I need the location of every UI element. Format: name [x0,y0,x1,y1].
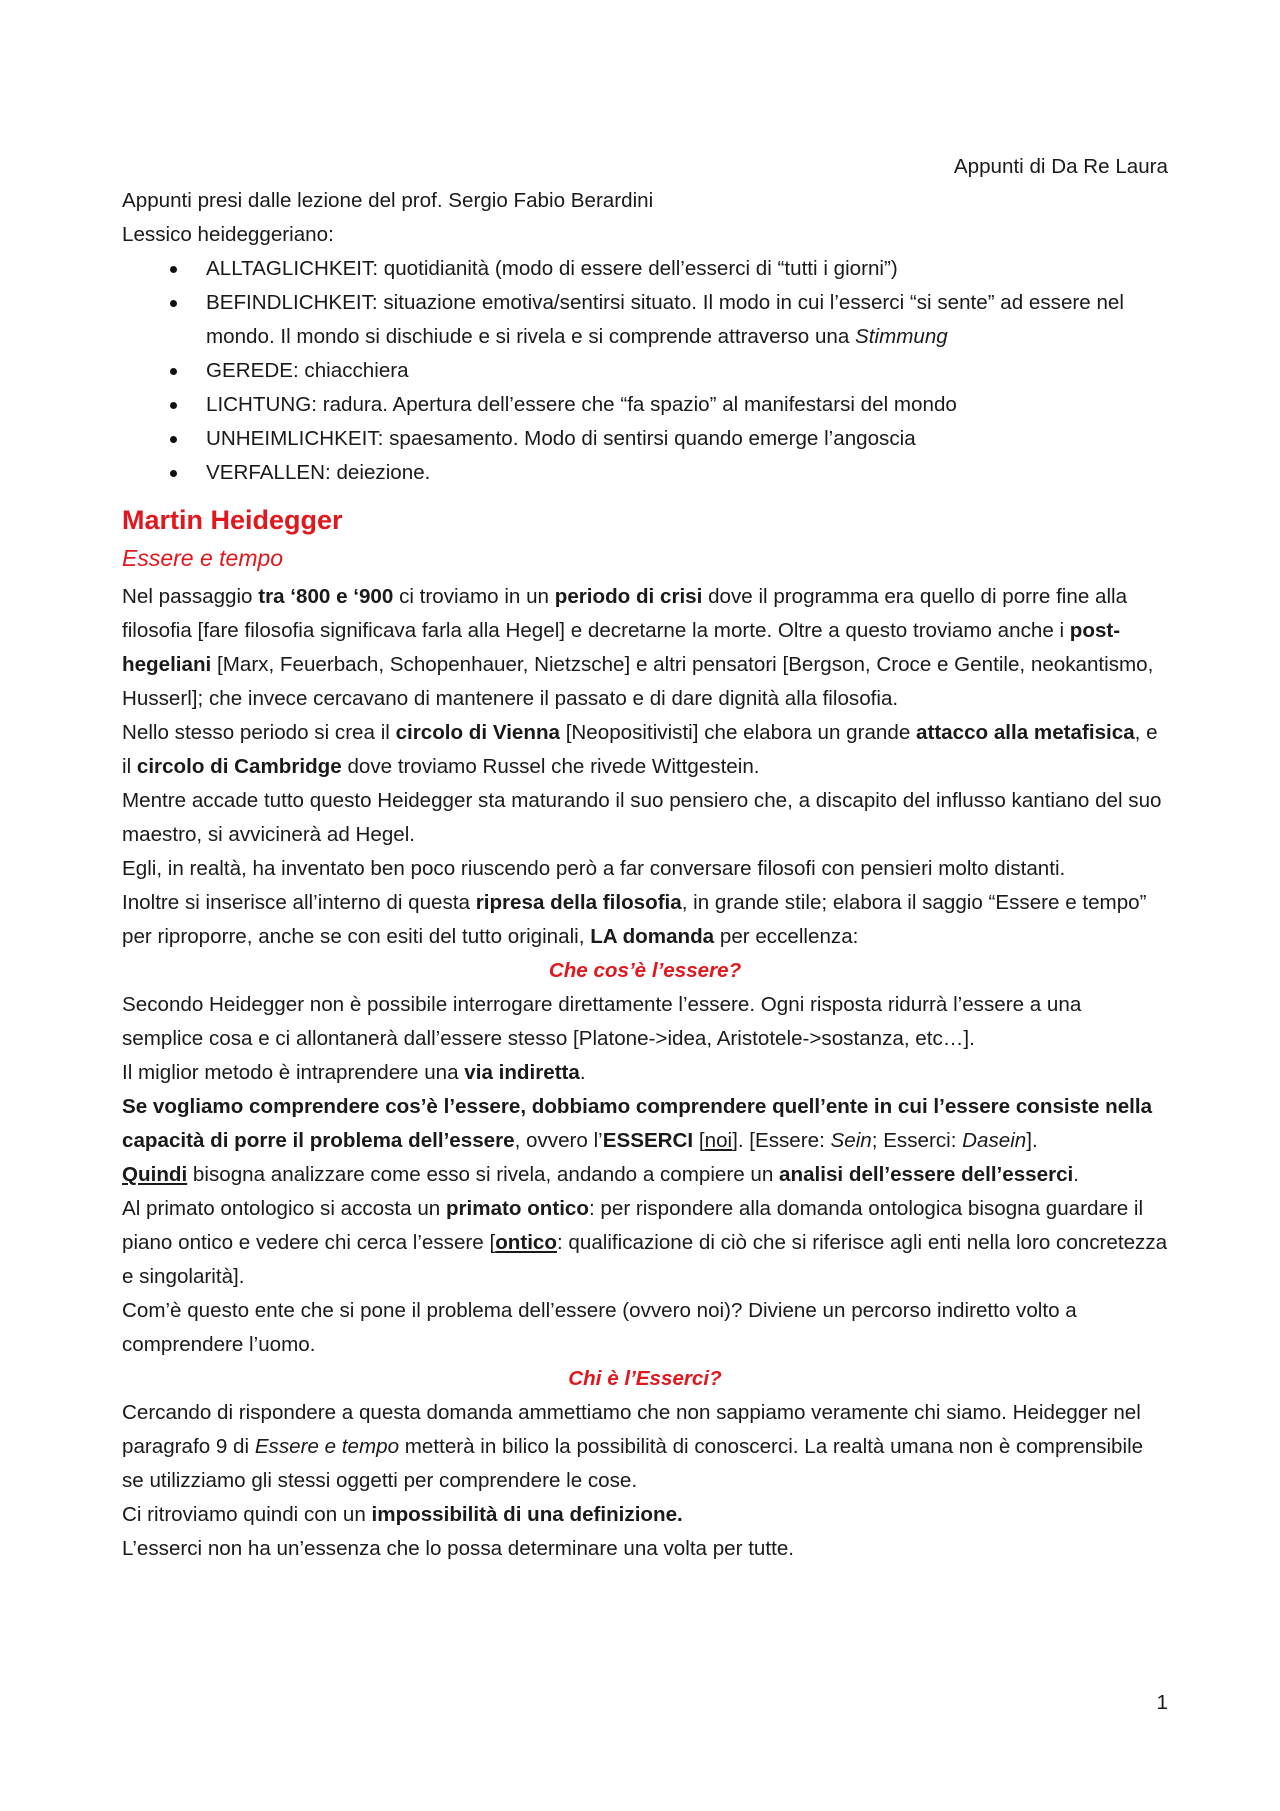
paragraph-crisis: Nel passaggio tra ‘800 e ‘900 ci troviamo in un periodo di crisi dove il programma era quello di porre fine alla filosofia [fare filosofia significava farla alla Hegel] e decretarne la morte. Oltre a questo troviamo anche i post-hegeliani [Marx, Feuerbach, Schopenhauer, Nietzsche] e altri pensatori [Bergson, Croce e Gentile, neokantismo, Husserl]; che invece cercavano di mantenere il passato e di dare dignità alla filosofia. [122,585,1154,710]
lexicon-list [122,252,1168,490]
lexicon-title: Lessico heideggeriano: [122,223,334,246]
header-author-note: Appunti di Da Re Laura [953,155,1168,178]
list-item: LICHTUNG: radura. Apertura dell’essere che “fa spazio” al manifestarsi del mondo [206,388,1168,422]
list-item: ALLTAGLICHKEIT: quotidianità (modo di essere dell’esserci di “tutti i giorni”) [206,252,1168,286]
list-item: VERFALLEN: deiezione. [206,456,1168,490]
paragraph-ontic-primacy: Al primato ontologico si accosta un primato ontico: per rispondere alla domanda ontologica bisogna guardare il piano ontico e vedere chi cerca l’essere [ontico: qualificazione di ciò che si riferisce agli enti nella loro concretezza e singolarità]. [122,1197,1168,1288]
section-subtitle: Essere e tempo [122,545,284,571]
section-title: Martin Heidegger [122,505,343,535]
list-item: GEREDE: chiacchiera [206,354,1168,388]
paragraph-heidegger-thought: Mentre accade tutto questo Heidegger sta maturando il suo pensiero che, a discapito del influsso kantiano del suo maestro, si avvicinerà ad Hegel. Egli, in realtà, ha inventato ben poco riuscendo però a far conversare filosofi con pensieri molto distanti. Inoltre si inserisce all’interno di questa ripresa della filosofia, in grande stile; elabora il saggio “Essere e tempo” per riproporre, anche se con esiti del tutto originali, LA domanda per eccellenza: [122,789,1162,948]
paragraph-definition: Cercando di rispondere a questa domanda ammettiamo che non sappiamo veramente chi siamo. Heidegger nel paragrafo 9 di Essere e tempo metterà in bilico la possibilità di conoscerci. La realtà umana non è comprensibile se utilizziamo gli stessi oggetti per comprendere le cose. Ci ritroviamo quindi con un impossibilità di una definizione. L’esserci non ha un’essenza che lo possa determinare una volta per tutte. [122,1401,1144,1560]
paragraph-circles: Nello stesso periodo si crea il circolo di Vienna [Neopositivisti] che elabora un grande attacco alla metafisica, e il circolo di Cambridge dove troviamo Russel che rivede Wittgestein. [122,721,1158,778]
paragraph-indirect-way: Secondo Heidegger non è possibile interrogare direttamente l’essere. Ogni risposta ridurrà l’essere a una semplice cosa e ci allontanerà dall’essere stesso [Platone->idea, Aristotele->sostanza, etc…]. Il miglior metodo è intraprendere una via indiretta. Se vogliamo comprendere cos’è l’essere, dobbiamo comprendere quell’ente in cui l’essere consiste nella capacità di porre il problema dell’essere, ovvero l’ESSERCI [noi]. [Essere: Sein; Esserci: Dasein]. Quindi bisogna analizzare come esso si rivela, andando a compiere un analisi dell’essere dell’esserci. [122,993,1153,1186]
question-heading-essere: Che cos’è l’essere? [548,959,742,982]
page-number: 1 [1156,1691,1168,1714]
list-item: BEFINDLICHKEIT: situazione emotiva/sentirsi situato. Il modo in cui l’esserci “si sente” ad essere nel mondo. Il mondo si dischiude e si rivela e si comprende attraverso una Stimmung [206,286,1168,354]
paragraph-human-path: Com’è questo ente che si pone il problema dell’essere (ovvero noi)? Diviene un percorso indiretto volto a comprendere l’uomo. [122,1299,1077,1356]
document-body [122,184,1168,1566]
question-heading-esserci: Chi è l’Esserci? [568,1367,722,1390]
source-line: Appunti presi dalle lezione del prof. Sergio Fabio Berardini [122,189,654,212]
list-item: UNHEIMLICHKEIT: spaesamento. Modo di sentirsi quando emerge l’angoscia [206,422,1168,456]
